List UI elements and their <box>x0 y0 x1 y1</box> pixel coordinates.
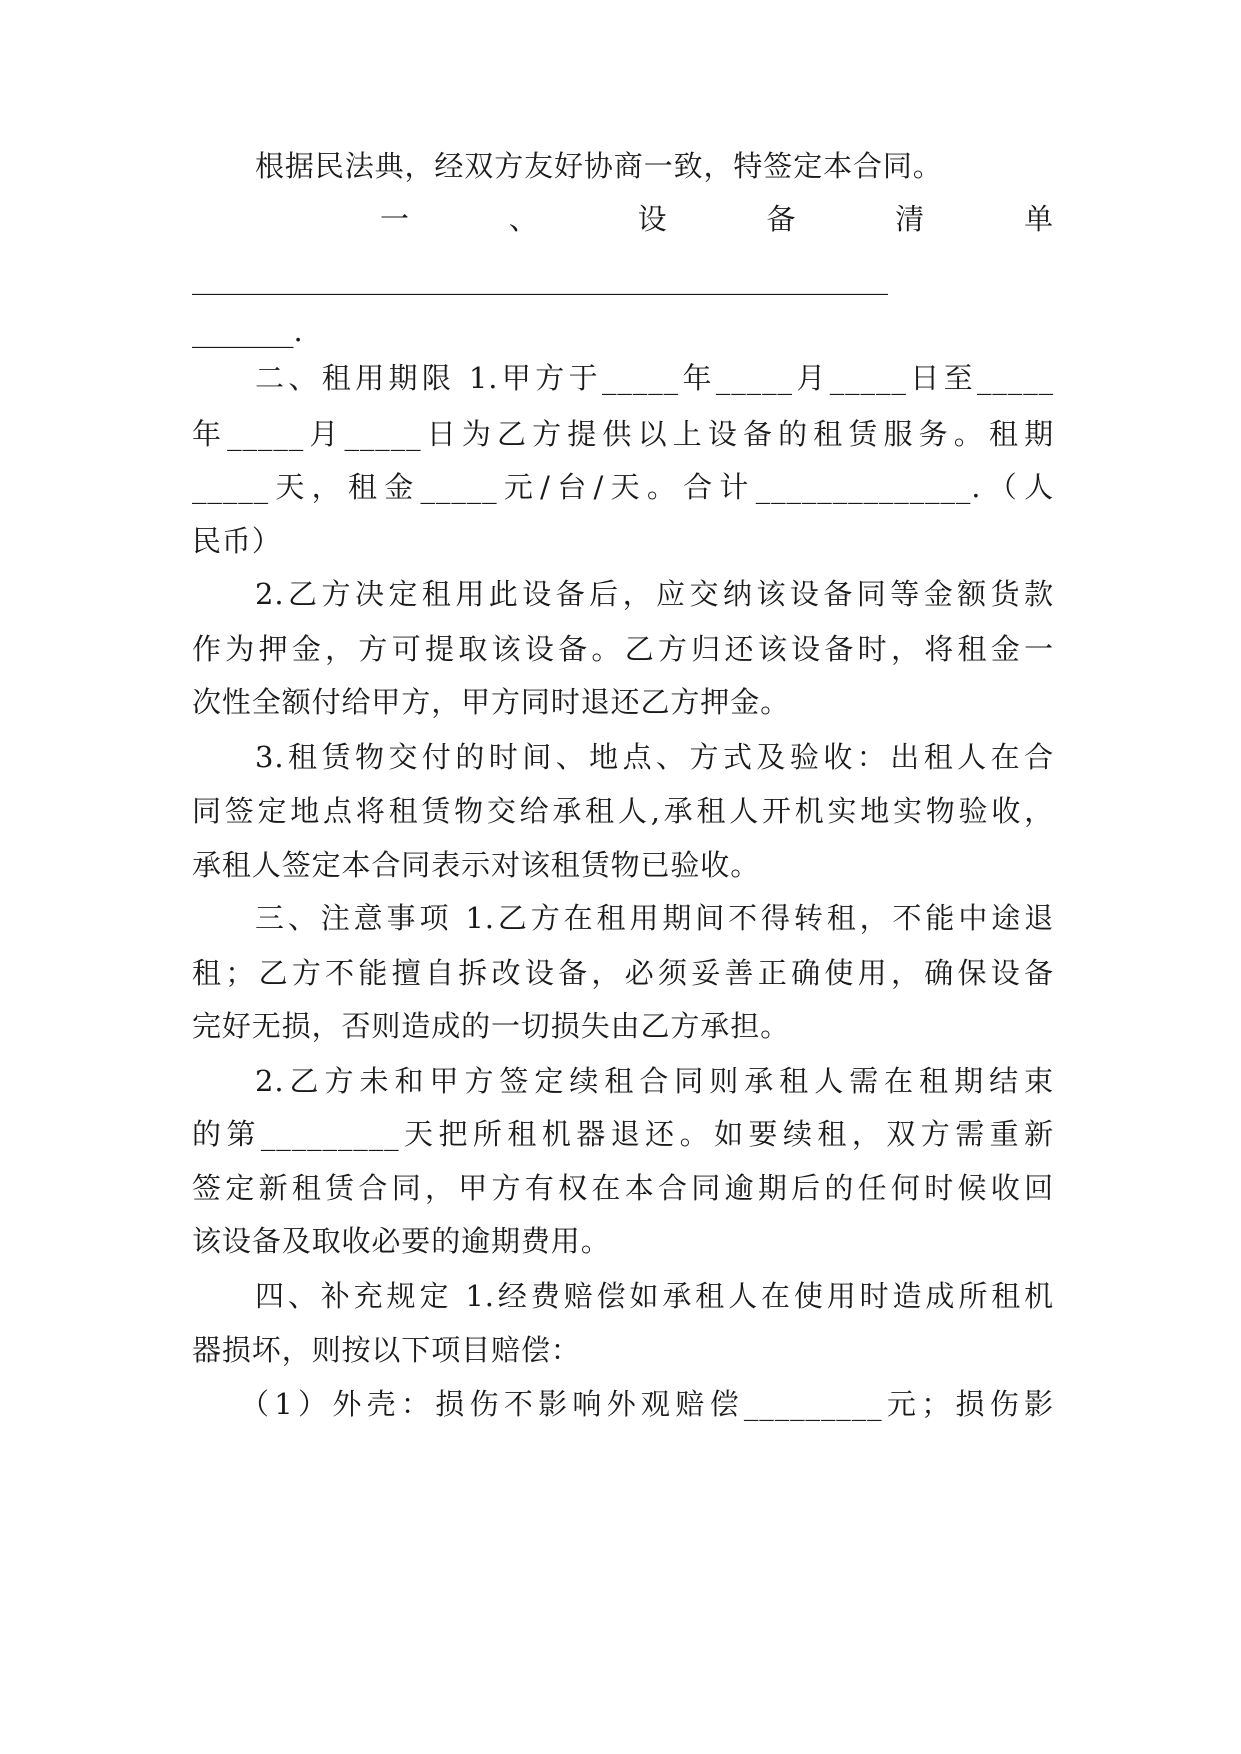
text-line: 根据民法典，经双方友好协商一致，特签定本合同。 <box>255 149 943 183</box>
text-line: 2.乙方决定租用此设备后，应交纳该设备同等金额货款 <box>255 577 1054 611</box>
text-line: 租；乙方不能擅自拆改设备，必须妥善正确使用，确保设备 <box>192 956 1054 990</box>
section-heading-equipment-list: 一 、 设 备 清 单 <box>380 202 1054 236</box>
text-line: （1）外壳：损伤不影响外观赔偿_________元；损伤影 <box>240 1387 1054 1421</box>
text-line: 同签定地点将租赁物交给承租人,承租人开机实地实物验收， <box>192 794 1054 828</box>
text-line: 年_____月_____日为乙方提供以上设备的租赁服务。租期 <box>192 417 1054 451</box>
blank-line: _______. <box>192 314 303 348</box>
text-line: 二、租用期限 1.甲方于_____年_____月_____日至_____ <box>255 361 1054 395</box>
text-line: _____天，租金_____元/台/天。合计______________.（人 <box>192 470 1054 504</box>
text-line: 四、补充规定 1.经费赔偿如承租人在使用时造成所租机 <box>255 1279 1054 1313</box>
text-line: 2.乙方未和甲方签定续租合同则承租人需在租期结束 <box>255 1064 1054 1098</box>
text-line: 承租人签定本合同表示对该租赁物已验收。 <box>192 848 761 882</box>
text-line: 签定新租赁合同，甲方有权在本合同逾期后的任何时候收回 <box>192 1171 1054 1205</box>
text-line: 次性全额付给甲方，甲方同时退还乙方押金。 <box>192 685 791 719</box>
text-line: 完好无损，否则造成的一切损失由乙方承担。 <box>192 1009 791 1043</box>
blank-line: ________________________________________________ <box>192 261 888 295</box>
text-line: 3.租赁物交付的时间、地点、方式及验收：出租人在合 <box>255 740 1054 774</box>
text-line: 作为押金，方可提取该设备。乙方归还该设备时，将租金一 <box>192 632 1054 666</box>
text-line: 器损坏，则按以下项目赔偿： <box>192 1333 581 1367</box>
text-line: 民币） <box>192 524 282 558</box>
text-line: 的第_________天把所租机器退还。如要续租，双方需重新 <box>192 1117 1054 1151</box>
text-line: 该设备及取收必要的逾期费用。 <box>192 1224 611 1258</box>
text-line: 三、注意事项 1.乙方在租用期间不得转租，不能中途退 <box>255 901 1054 935</box>
